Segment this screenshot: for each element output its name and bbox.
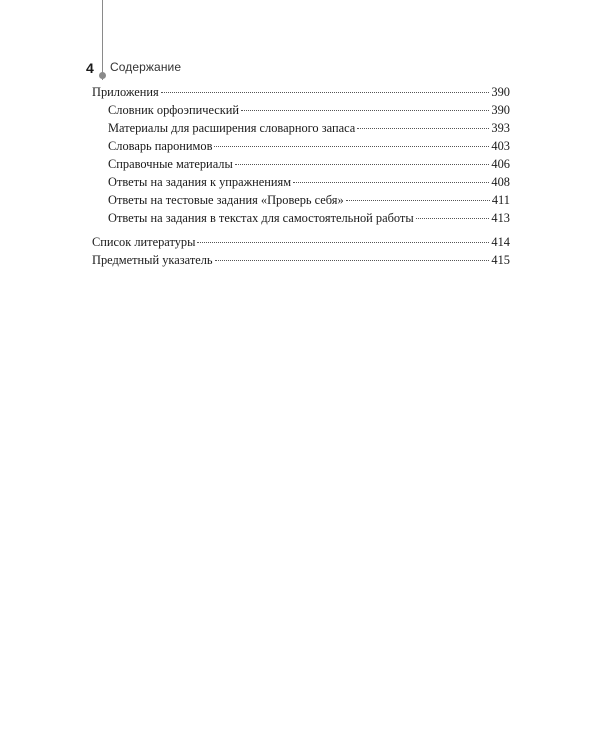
- dot-leader: [357, 128, 489, 129]
- toc-entry-appendices: [92, 83, 510, 101]
- toc-entry-bibliography: [92, 233, 510, 251]
- toc-entry-page: 413: [491, 211, 510, 225]
- toc-entry-vocabulary-materials: [92, 119, 510, 137]
- toc-entry-subject-index: [92, 251, 510, 269]
- toc-entry-page: 403: [491, 139, 510, 153]
- dot-leader: [293, 182, 489, 183]
- toc-entry-page: 393: [491, 121, 510, 135]
- dot-leader: [215, 260, 490, 261]
- toc-entry-test-answers: [92, 191, 510, 209]
- toc-entry-title: Ответы на задания к упражнениям: [108, 175, 292, 189]
- toc-entry-title: Предметный указатель: [92, 253, 213, 267]
- toc-entry-title: Словарь паронимов: [108, 139, 213, 153]
- toc-entry-title: Ответы на тестовые задания «Проверь себя»: [108, 193, 344, 207]
- toc-entry-title: Словник орфоэпический: [108, 103, 240, 117]
- dot-leader: [214, 146, 489, 147]
- toc-entry-page: 390: [491, 85, 510, 99]
- toc-entry-page: 411: [491, 193, 510, 207]
- dot-leader: [416, 218, 490, 219]
- toc-entry-self-study-answers: [92, 209, 510, 227]
- toc-entry-paronyms-dictionary: [92, 137, 510, 155]
- dot-leader: [346, 200, 490, 201]
- toc-entry-page: 408: [491, 175, 510, 189]
- header-rule-dot: [99, 72, 106, 79]
- toc-entry-title: Материалы для расширения словарного запаса: [108, 121, 356, 135]
- toc-entry-page: 414: [491, 235, 510, 249]
- toc-entry-title: Ответы на задания в текстах для самостоятельной работы: [108, 211, 414, 225]
- toc-entry-title: Приложения: [92, 85, 159, 99]
- toc-entry-page: 406: [491, 157, 510, 171]
- toc-entry-reference-materials: [92, 155, 510, 173]
- toc-entry-title: Список литературы: [92, 235, 196, 249]
- running-title: Содержание: [110, 60, 182, 74]
- dot-leader: [235, 164, 490, 165]
- toc-entry-page: 390: [491, 103, 510, 117]
- toc-entry-exercise-answers: [92, 173, 510, 191]
- dot-leader: [241, 110, 489, 111]
- table-of-contents: [92, 83, 510, 269]
- dot-leader: [197, 242, 489, 243]
- toc-entry-orthoepic-glossary: [92, 101, 510, 119]
- dot-leader: [161, 92, 490, 93]
- toc-entry-page: 415: [491, 253, 510, 267]
- header-vertical-rule: [102, 0, 103, 80]
- page-number: 4: [86, 60, 94, 76]
- toc-entry-title: Справочные материалы: [108, 157, 233, 171]
